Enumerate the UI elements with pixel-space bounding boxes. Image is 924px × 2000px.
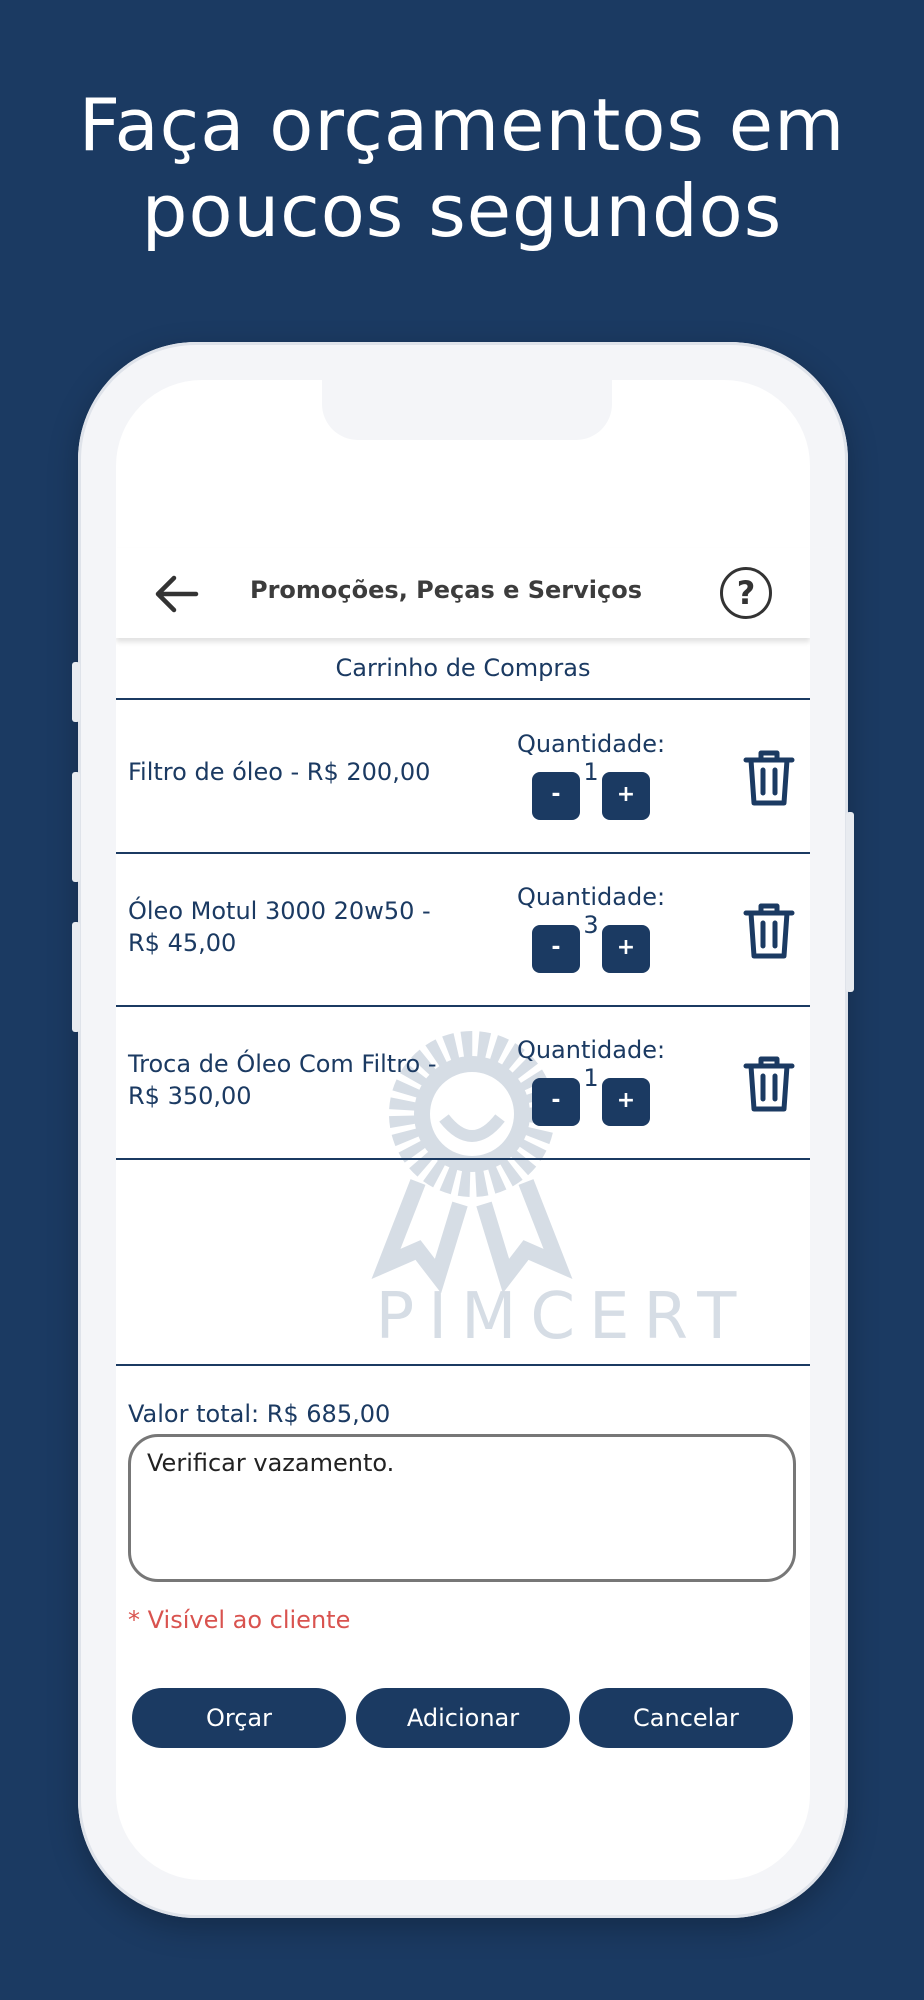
total-value: Valor total: R$ 685,00 <box>128 1400 391 1428</box>
phone-frame <box>78 342 848 1918</box>
phone-side-button <box>72 922 80 1032</box>
cancel-button[interactable]: Cancelar <box>579 1688 793 1748</box>
cart-title: Carrinho de Compras <box>116 638 810 700</box>
phone-power-button <box>846 812 854 992</box>
increase-quantity-button[interactable]: + <box>602 1078 650 1126</box>
cart-item <box>116 700 810 854</box>
item-name: Troca de Óleo Com Filtro - R$ 350,00 <box>128 1050 437 1110</box>
quantity-label: Quantidade: 3 <box>516 883 666 939</box>
phone-side-button <box>72 772 80 882</box>
add-button[interactable]: Adicionar <box>356 1688 570 1748</box>
cart-item <box>116 1006 810 1160</box>
decrease-quantity-button[interactable]: - <box>532 1078 580 1126</box>
phone-screen <box>116 380 810 1880</box>
visible-to-client-note: * Visível ao cliente <box>128 1606 351 1634</box>
trash-icon[interactable] <box>742 901 796 961</box>
trash-icon[interactable] <box>742 1054 796 1114</box>
phone-side-button <box>72 662 80 722</box>
question-circle-icon[interactable]: ? <box>720 567 772 619</box>
decrease-quantity-button[interactable]: - <box>532 772 580 820</box>
watermark-text: PIMCERT <box>375 1280 751 1354</box>
quantity-label: Quantidade: 1 <box>516 730 666 786</box>
quote-button[interactable]: Orçar <box>132 1688 346 1748</box>
arrow-left-icon[interactable] <box>152 572 200 616</box>
page-title: Promoções, Peças e Serviços <box>250 576 642 604</box>
headline <box>0 82 924 254</box>
notes-field[interactable]: Verificar vazamento. <box>128 1434 796 1582</box>
headline-line-1: Faça orçamentos em <box>78 83 846 167</box>
item-name: Filtro de óleo - R$ 200,00 <box>128 758 431 786</box>
cart-item <box>116 853 810 1007</box>
divider <box>116 1364 810 1366</box>
app-header <box>116 548 810 638</box>
headline-line-2: poucos segundos <box>141 169 783 253</box>
increase-quantity-button[interactable]: + <box>602 772 650 820</box>
quantity-label: Quantidade: 1 <box>516 1036 666 1092</box>
item-name: Óleo Motul 3000 20w50 - R$ 45,00 <box>128 897 431 957</box>
trash-icon[interactable] <box>742 748 796 808</box>
decrease-quantity-button[interactable]: - <box>532 925 580 973</box>
increase-quantity-button[interactable]: + <box>602 925 650 973</box>
